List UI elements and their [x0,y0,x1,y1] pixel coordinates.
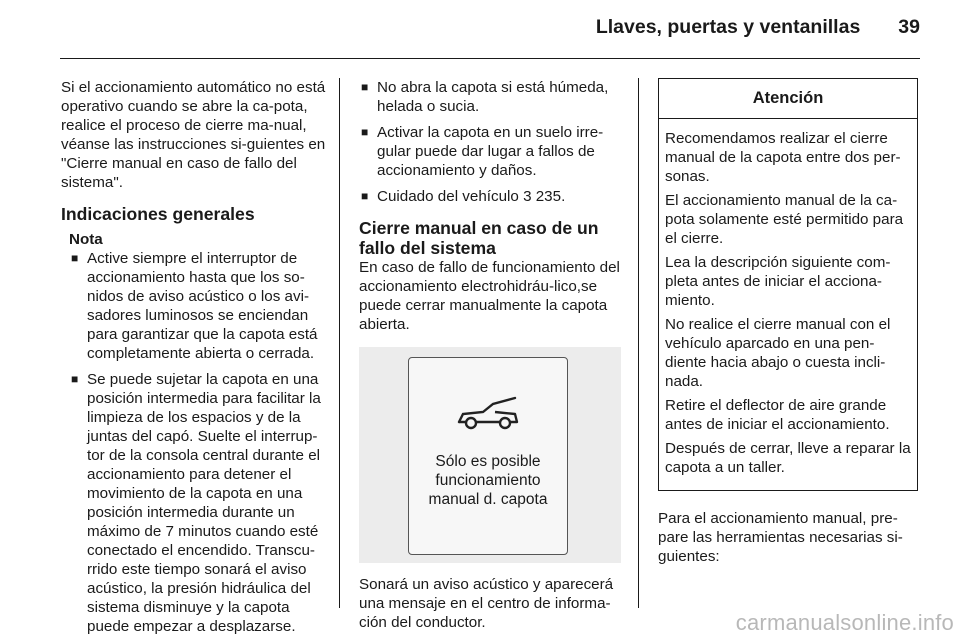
note-bullet: ■ Active siempre el interruptor de accionamiento hasta que los so-nidos de aviso acústico o los avi-sadores luminosos se enciendan para garantizar que la capota está completamente abierta o cerrada. [69,249,327,363]
intro-paragraph: Si el accionamiento automático no está operativo cuando se abre la ca-pota, realice el proceso de cierre ma-nual, véanse las instrucciones si-guientes en "Cierre manual en caso de fallo del sistema". [61,79,326,191]
column-divider [339,78,340,608]
display-caption: Sonará un aviso acústico y aparecerá una mensaje en el centro de informa-ción del conductor. [359,576,614,631]
display-line: manual d. capota [428,491,548,508]
attention-paragraph: Retire el deflector de aire grande antes de iniciar el accionamiento. [665,397,890,433]
left-column [61,78,327,636]
attention-paragraph: Después de cerrar, lleve a reparar la capota a un taller. [665,440,911,476]
column-divider [638,78,639,608]
page-header [596,16,920,39]
attention-paragraph: El accionamiento manual de la ca-pota solamente esté permitido para el cierre. [665,192,904,247]
attention-paragraph: No realice el cierre manual con el vehículo aparcado en una pen-diente hacia abajo o cuesta incli-nada. [665,316,891,390]
chapter-title: Llaves, puertas y ventanillas [595,16,861,38]
right-column [658,78,918,566]
watermark: carmanualsonline.info [735,610,954,635]
page-number: 39 [898,16,920,38]
section-heading-manual-close: Cierre manual en caso de un fallo del sistema [359,218,599,258]
attention-body [659,119,917,490]
header-rule [60,58,920,59]
note-bullet: ■ Se puede sujetar la capota en una posición intermedia para facilitar la limpieza de los espacios y de la juntas del capó. Suelte el interrup-tor de la consola central durante el accionamiento para detener el movimiento de la capota en una posición intermedia durante un máximo de 7 minutos cuando esté conectado el encendido. Transcu-rrido este tiempo sonará el aviso acústico, la presión hidráulica del sistema disminuye y la capota puede empezar a desplazarse. [69,370,327,636]
attention-paragraph: Recomendamos realizar el cierre manual de la capota entre dos per-sonas. [665,130,901,185]
manual-close-paragraph: En caso de fallo de funcionamiento del accionamiento electrohidráu-lico,se puede cerrar manualmente la capota abierta. [359,259,620,333]
tools-paragraph: Para el accionamiento manual, pre-pare las herramientas necesarias si-guientes: [658,510,903,565]
note-block [61,230,327,636]
note-bullet-list [69,249,327,636]
caution-bullet: ■ Activar la capota en un suelo irre-gular puede dar lugar a fallos de accionamiento y daños. [359,123,625,180]
info-display [408,357,568,555]
display-message [429,452,548,509]
display-line: Sólo es posible [435,453,541,470]
caution-bullet-list [359,78,625,206]
display-illustration [359,347,621,563]
note-label: Nota [69,231,103,248]
middle-column [359,78,625,632]
section-heading-general: Indicaciones generales [61,204,255,224]
attention-title: Atención [659,79,917,119]
display-line: funcionamiento [435,472,541,489]
attention-paragraph: Lea la descripción siguiente com-pleta antes de iniciar el acciona-miento. [665,254,891,309]
caution-bullet: ■ Cuidado del vehículo 3 235. [359,187,625,206]
convertible-car-icon [453,392,523,432]
attention-box [658,78,918,491]
caution-bullet: ■ No abra la capota si está húmeda, helada o sucia. [359,78,625,116]
